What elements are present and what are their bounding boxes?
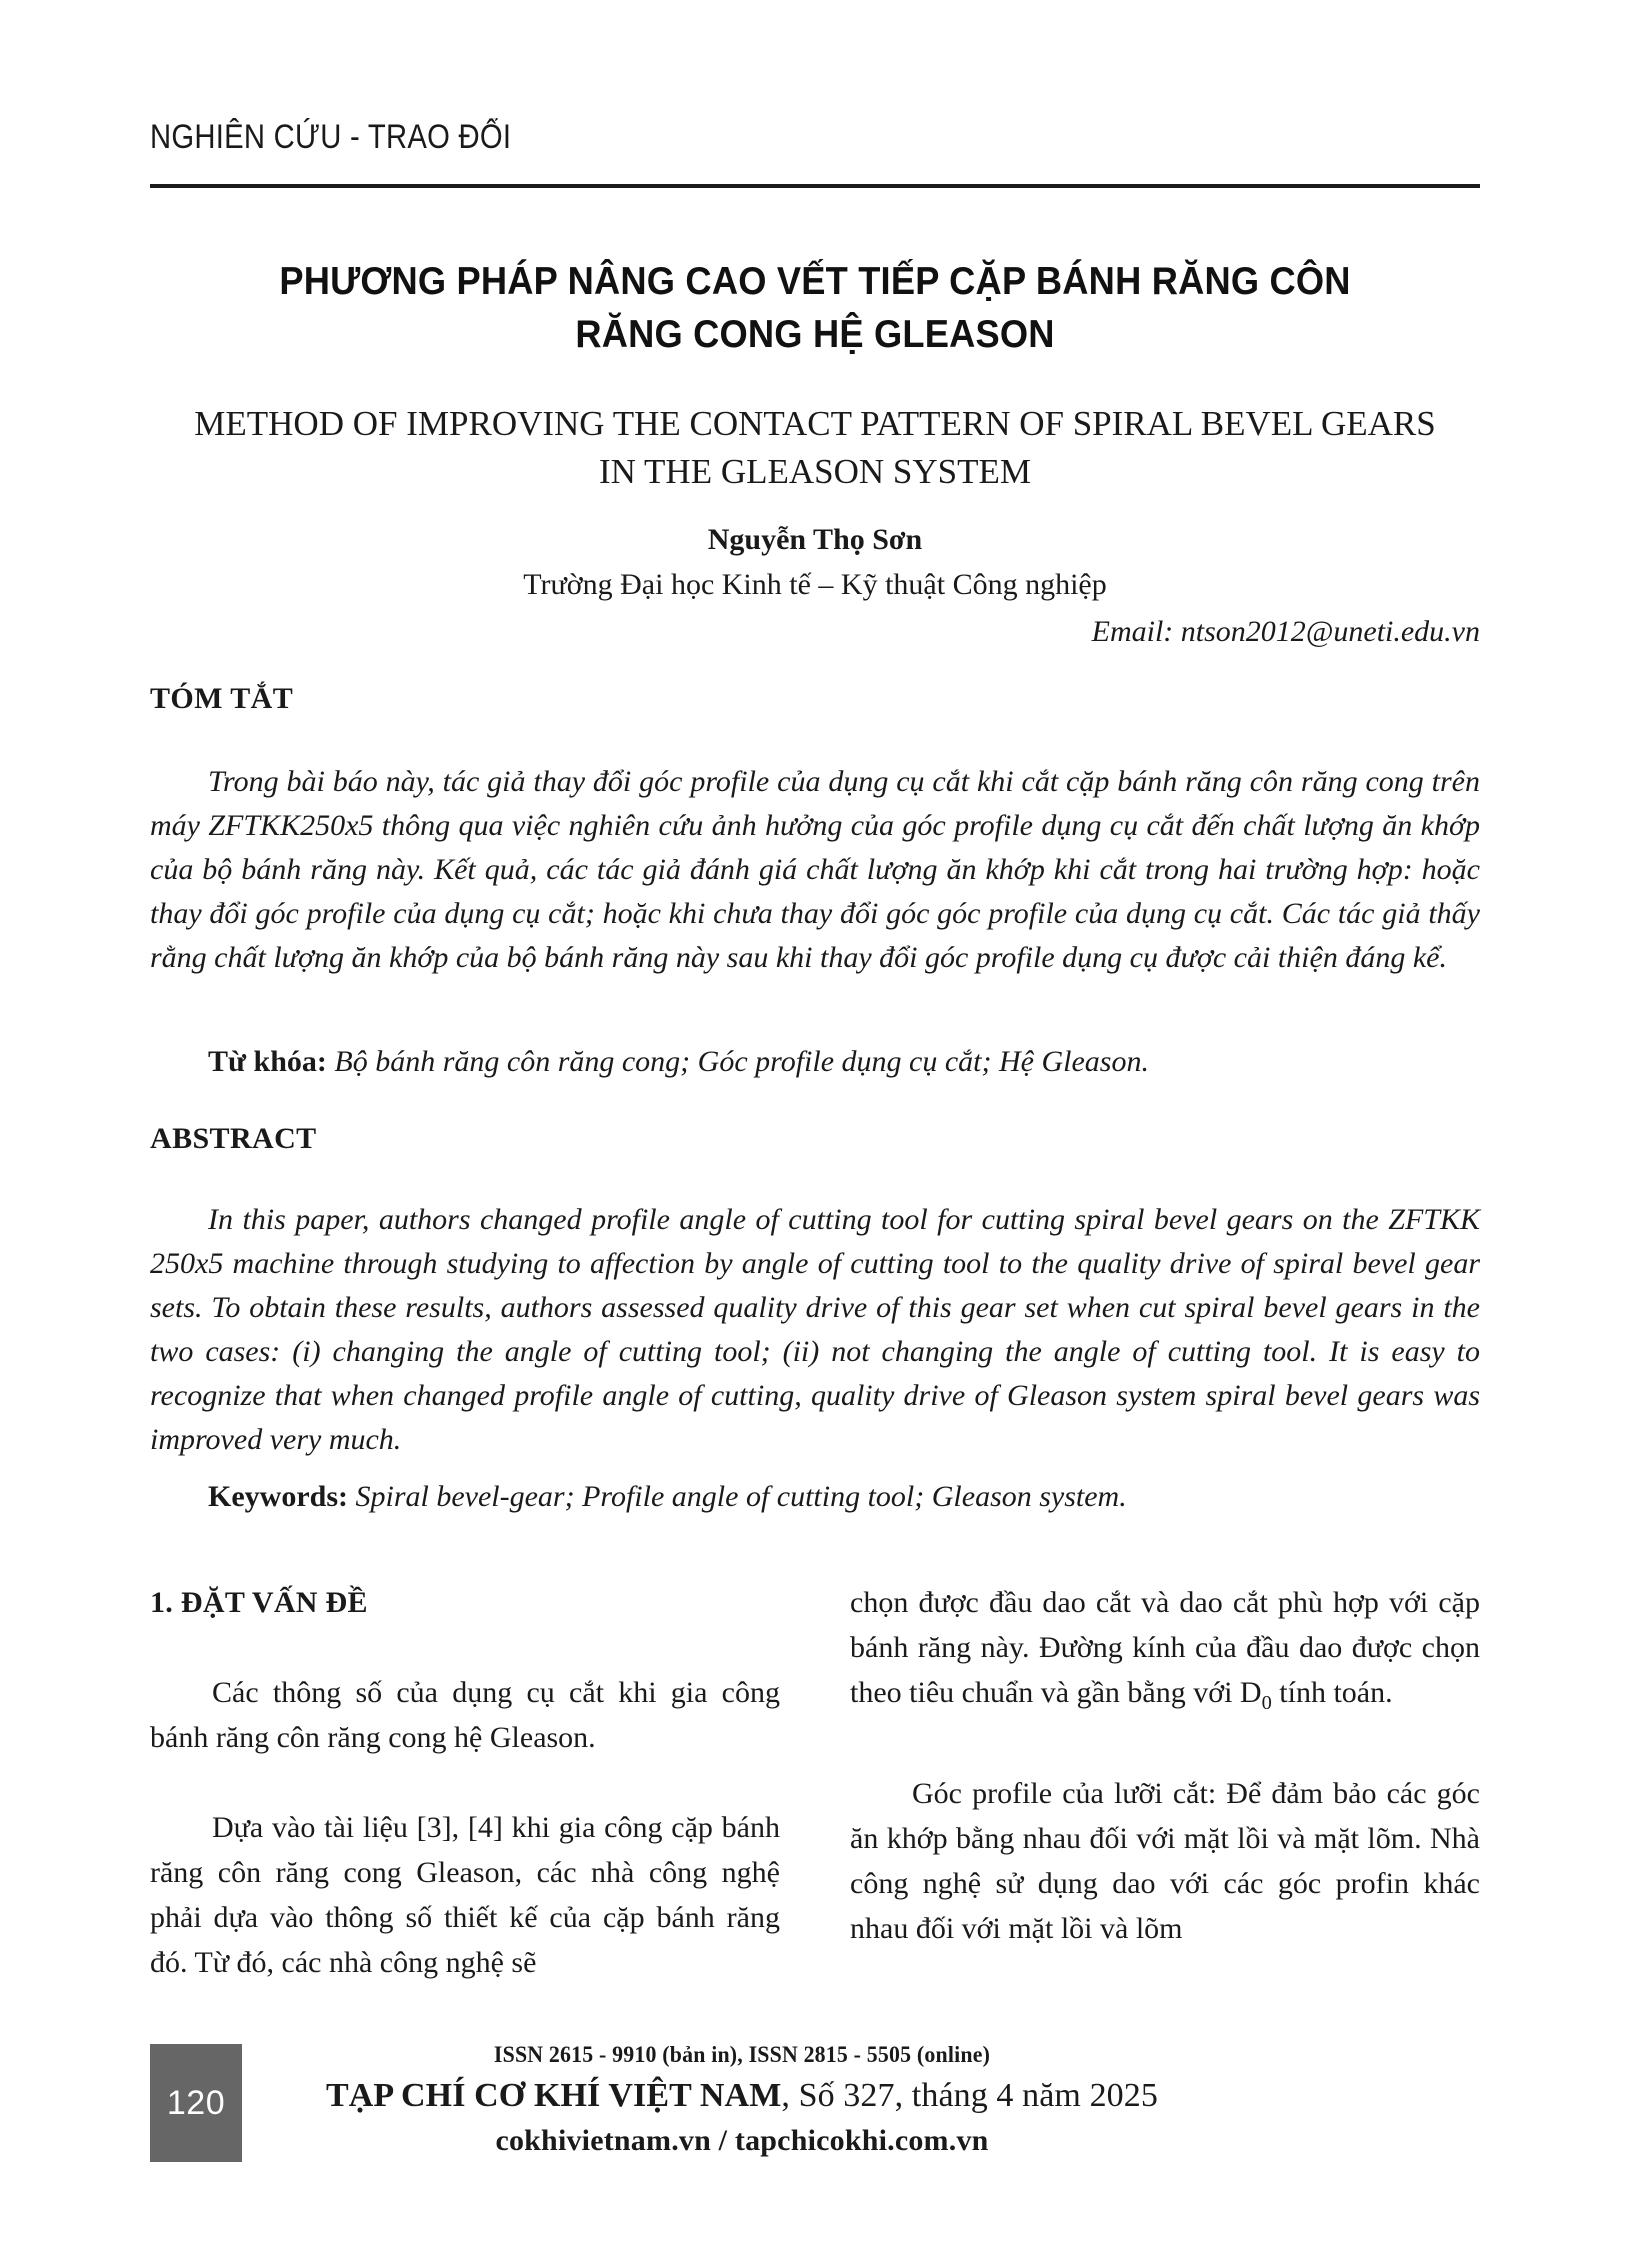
abstract-english-heading: ABSTRACT <box>150 1122 317 1155</box>
spacer <box>150 1625 780 1670</box>
keywords-english-text: Spiral bevel-gear; Profile angle of cutting tool; Gleason system. <box>347 1480 1127 1513</box>
keywords-english <box>150 1475 1480 1519</box>
subscript-zero: 0 <box>1261 1692 1272 1714</box>
page-title-vietnamese-line2: RĂNG CONG HỆ GLEASON <box>575 313 1055 356</box>
author-email[interactable]: Email: ntson2012@uneti.edu.vn <box>1091 615 1480 648</box>
footer-website-line[interactable]: cokhivietnam.vn / tapchicokhi.com.vn <box>495 2124 989 2157</box>
footer-journal-line <box>242 2072 1242 2120</box>
keywords-vietnamese <box>150 1040 1480 1084</box>
body-paragraph-right-1-a: chọn được đầu dao cắt và dao cắt phù hợp với cặp bánh răng này. Đường kính của đầu dao được chọn theo tiêu chuẩn và gần bằng với D <box>850 1586 1480 1709</box>
body-paragraph-right-2: Góc profile của lưỡi cắt: Để đảm bảo các góc ăn khớp bằng nhau đối với mặt lồi và mặt lõm. Nhà công nghệ sử dụng dao với các góc profin khác nhau đối với mặt lồi và lõm <box>850 1777 1480 1945</box>
page-title-vietnamese <box>160 255 1470 361</box>
spacer <box>850 1726 1480 1771</box>
abstract-vietnamese-body <box>150 760 1480 980</box>
keywords-english-label: Keywords: <box>208 1480 348 1513</box>
running-head-text: NGHIÊN CỨU - TRAO ĐỔI <box>150 118 512 156</box>
keywords-vietnamese-label: Từ khóa: <box>208 1045 327 1078</box>
body-paragraph-right-1-b: tính toán. <box>1271 1676 1393 1709</box>
keywords-vietnamese-text: Bộ bánh răng côn răng cong; Góc profile dụng cụ cắt; Hệ Gleason. <box>326 1045 1149 1078</box>
footer-journal-issue: , Số 327, tháng 4 năm 2025 <box>781 2077 1158 2114</box>
body-column-left <box>150 1580 780 1985</box>
page-title-english-line1: METHOD OF IMPROVING THE CONTACT PATTERN OF SPIRAL BEVEL GEARS <box>194 404 1436 443</box>
page-title-english-line2: IN THE GLEASON SYSTEM <box>599 452 1031 491</box>
abstract-english-paragraph: In this paper, authors changed profile angle of cutting tool for cutting spiral bevel gears on the ZFTKK 250x5 machine through studying to affection by angle of cutting tool to the quality drive of spiral bevel gear sets. To obtain these results, authors assessed quality drive of this gear set when cut spiral bevel gears in the two cases: (i) changing the angle of cutting tool; (ii) not changing the angle of cutting tool. It is easy to recognize that when changed profile angle of cutting, quality drive of Gleason system spiral bevel gears was improved very much. <box>150 1203 1480 1456</box>
footer-issn-line: ISSN 2615 - 9910 (bản in), ISSN 2815 - 5505 (online) <box>493 2042 991 2067</box>
page-title-vietnamese-line1: PHƯƠNG PHÁP NÂNG CAO VẾT TIẾP CẶP BÁNH RĂNG CÔN <box>279 260 1351 303</box>
author-affiliation: Trường Đại học Kinh tế – Kỹ thuật Công nghiệp <box>523 568 1107 601</box>
header-divider-rule <box>150 184 1480 188</box>
footer-journal-name: TẠP CHÍ CƠ KHÍ VIỆT NAM <box>326 2077 782 2114</box>
body-paragraph-left-2: Dựa vào tài liệu [3], [4] khi gia công cặp bánh răng côn răng cong Gleason, các nhà công nghệ phải dựa vào thông số thiết kế của cặp bánh răng đó. Từ đó, các nhà công nghệ sẽ <box>150 1811 780 1979</box>
body-column-right <box>850 1580 1480 1951</box>
running-head <box>150 118 1480 157</box>
page-footer <box>150 2038 1480 2166</box>
body-paragraph-right-1 <box>850 1580 1480 1726</box>
footer-text-block <box>242 2038 1242 2162</box>
abstract-vietnamese-heading: TÓM TẮT <box>150 682 294 715</box>
page-title-english <box>150 400 1480 496</box>
page-number-badge: 120 <box>150 2044 242 2162</box>
spacer <box>150 1760 780 1805</box>
abstract-english-body <box>150 1198 1480 1462</box>
abstract-vietnamese-paragraph: Trong bài báo này, tác giả thay đổi góc profile của dụng cụ cắt khi cắt cặp bánh răng côn răng cong trên máy ZFTKK250x5 thông qua việc nghiên cứu ảnh hưởng của góc profile dụng cụ cắt đến chất lượng ăn khớp của bộ bánh răng này. Kết quả, các tác giả đánh giá chất lượng ăn khớp khi cắt trong hai trường hợp: hoặc thay đổi góc profile của dụng cụ cắt; hoặc khi chưa thay đổi góc góc profile của dụng cụ cắt. Các tác giả thấy rằng chất lượng ăn khớp của bộ bánh răng này sau khi thay đổi góc profile dụng cụ được cải thiện đáng kể. <box>150 765 1480 974</box>
section-heading-1: 1. ĐẶT VẤN ĐỀ <box>150 1586 368 1619</box>
body-paragraph-left-1: Các thông số của dụng cụ cắt khi gia công bánh răng côn răng cong hệ Gleason. <box>150 1676 780 1754</box>
author-name: Nguyễn Thọ Sơn <box>707 523 923 556</box>
